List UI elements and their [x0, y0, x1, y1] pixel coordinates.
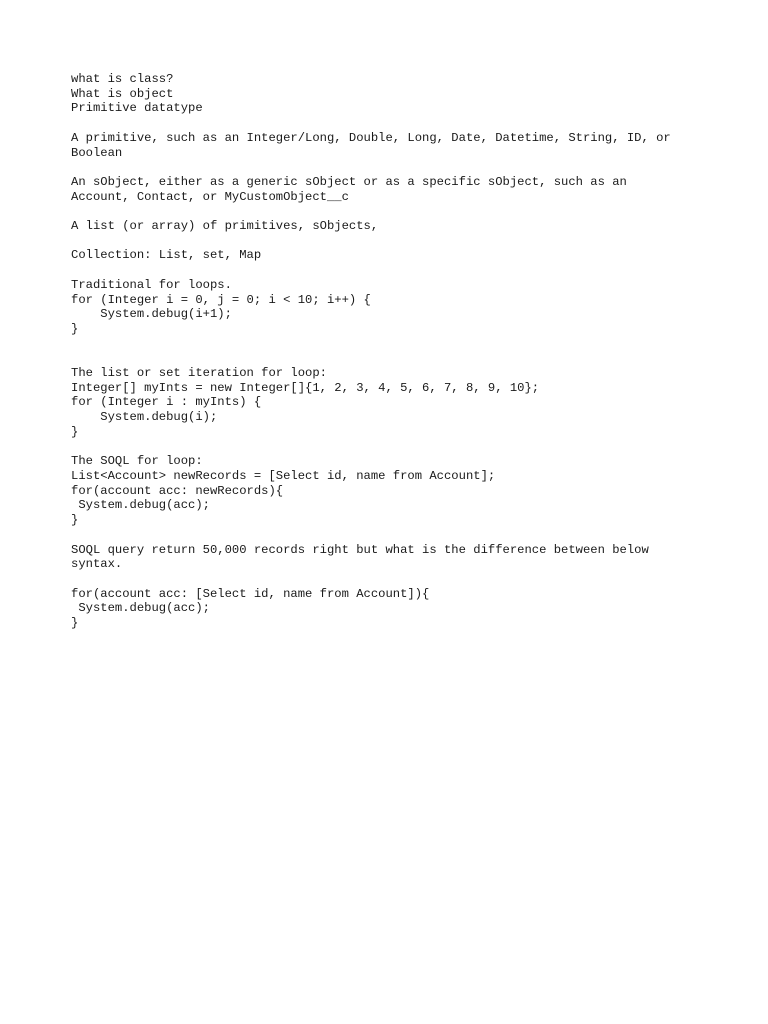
blank-line — [71, 160, 711, 175]
text-line: for(account acc: [Select id, name from Account]){ — [71, 586, 430, 601]
text-line: What is object — [71, 86, 174, 101]
text-line: what is class? — [71, 72, 174, 86]
document-body — [71, 72, 711, 631]
blank-line — [71, 116, 711, 131]
text-line: SOQL query return 50,000 records right but what is the difference between below — [71, 542, 649, 557]
text-line: System.debug(acc); — [71, 498, 210, 513]
text-line: A list (or array) of primitives, sObjects, — [71, 219, 379, 234]
text-line: } — [71, 513, 79, 528]
text-line: System.debug(i); — [71, 410, 218, 425]
text-line: Integer[] myInts = new Integer[]{1, 2, 3, 4, 5, 6, 7, 8, 9, 10}; — [71, 380, 540, 395]
text-line: A primitive, such as an Integer/Long, Double, Long, Date, Datetime, String, ID, or — [71, 130, 671, 145]
text-line: } — [71, 321, 79, 336]
blank-line — [71, 528, 711, 543]
text-line: Boolean — [71, 145, 123, 160]
text-line: System.debug(acc); — [71, 601, 210, 616]
text-line: The SOQL for loop: — [71, 454, 203, 469]
text-line: syntax. — [71, 557, 123, 572]
text-line: Primitive datatype — [71, 101, 203, 116]
text-line: } — [71, 616, 79, 631]
text-line: for (Integer i : myInts) { — [71, 395, 262, 410]
text-line: for(account acc: newRecords){ — [71, 483, 284, 498]
text-line: The list or set iteration for loop: — [71, 366, 327, 381]
text-line: for (Integer i = 0, j = 0; i < 10; i++) { — [71, 292, 371, 307]
blank-line — [71, 234, 711, 249]
text-line: Traditional for loops. — [71, 277, 232, 292]
blank-line — [71, 204, 711, 219]
text-line: Account, Contact, or MyCustomObject__c — [71, 189, 349, 204]
text-line: Collection: List, set, Map — [71, 248, 262, 263]
text-line: An sObject, either as a generic sObject or as a specific sObject, such as an — [71, 174, 627, 189]
text-line: System.debug(i+1); — [71, 307, 232, 322]
text-line: List<Account> newRecords = [Select id, name from Account]; — [71, 468, 496, 483]
text-line: } — [71, 424, 79, 439]
blank-line — [71, 351, 711, 366]
blank-line — [71, 337, 711, 352]
blank-line — [71, 572, 711, 587]
blank-line — [71, 263, 711, 278]
blank-line — [71, 440, 711, 455]
